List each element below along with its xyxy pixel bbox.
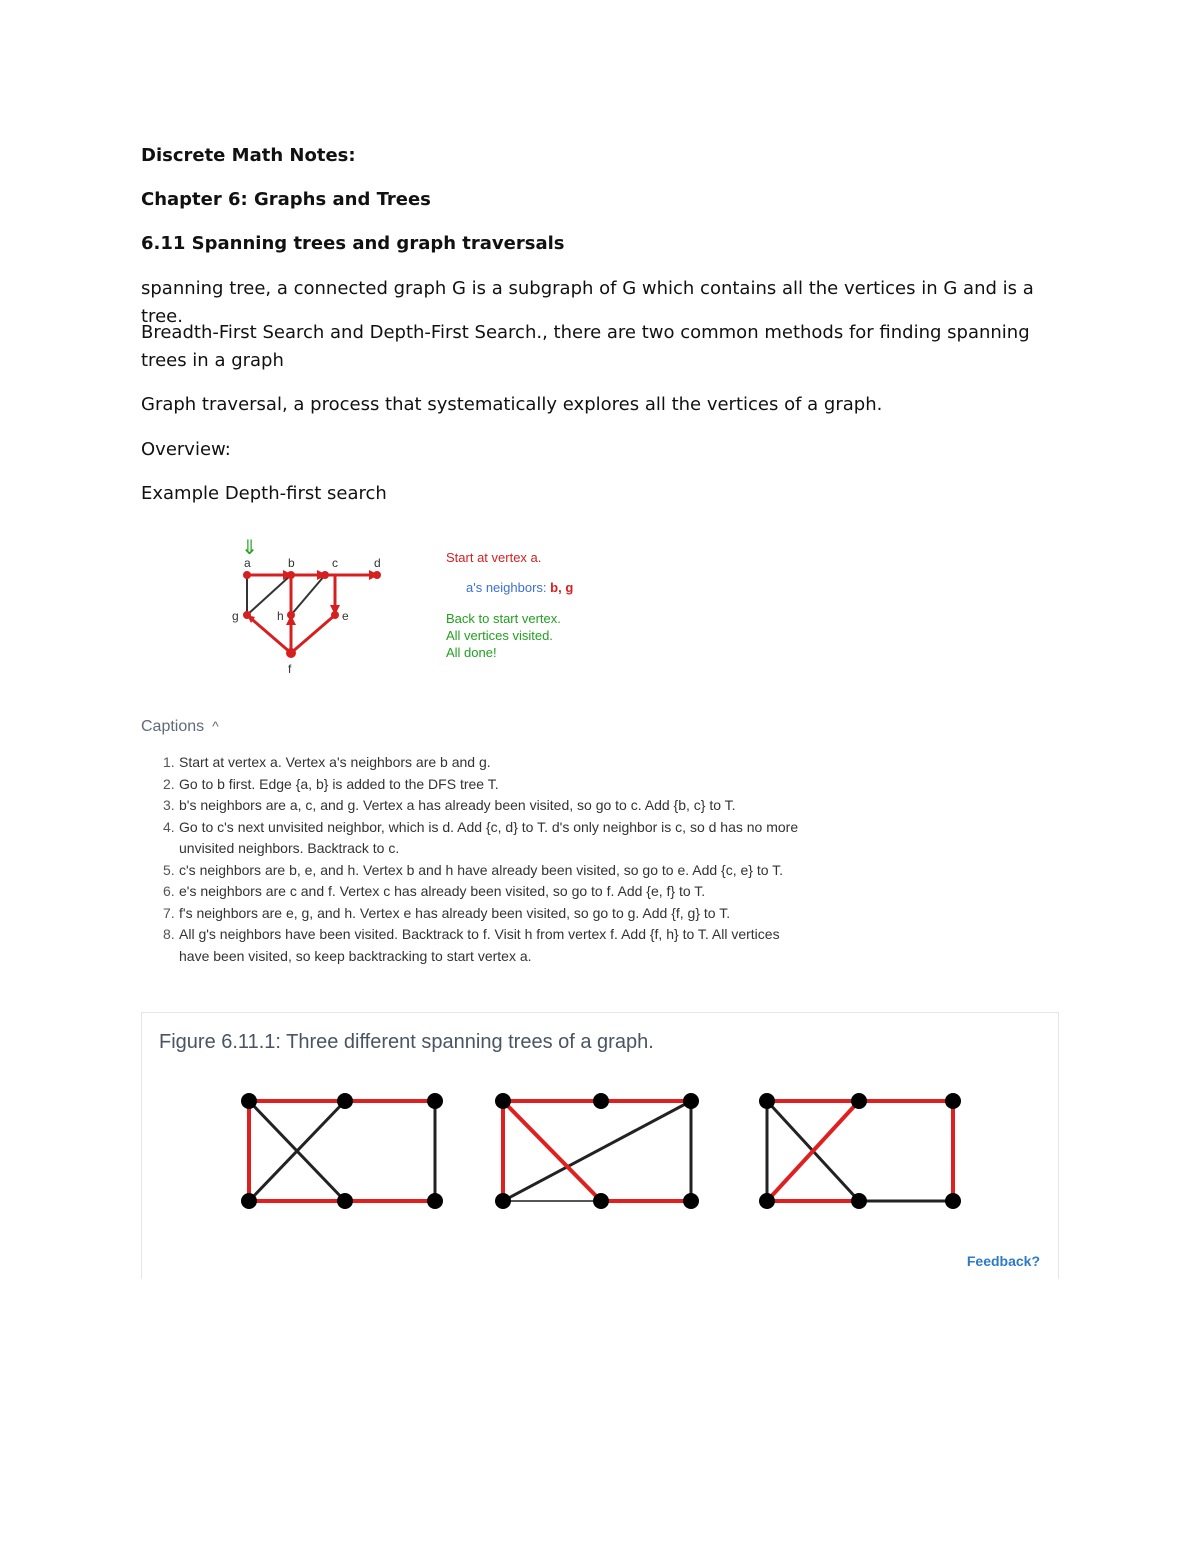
vertex: [683, 1193, 699, 1209]
caption-number: 2.: [163, 775, 175, 792]
vertex-e: [331, 611, 339, 619]
caption-text: Go to b first. Edge {a, b} is added to the DFS tree T.: [179, 775, 499, 792]
definition-graph-traversal: Graph traversal, a process that systematically explores all the vertices of a graph.: [141, 394, 883, 415]
caption-item: [141, 752, 811, 774]
vertex-h: [287, 611, 295, 619]
edge-e-f: [291, 615, 335, 653]
edge-tree: [503, 1101, 601, 1201]
caption-text: Start at vertex a. Vertex a's neighbors are b and g.: [179, 754, 491, 770]
label-c: c: [332, 556, 338, 570]
spanning-tree-3: [759, 1093, 961, 1209]
caption-number: 1.: [163, 754, 175, 770]
vertex: [759, 1193, 775, 1209]
edge-c-h: [291, 575, 325, 615]
caption-text: Go to c's next unvisited neighbor, which is d. Add {c, d} to T. d's only neighbor is c, so d has no more unvisited neighbors. Backtrack to c.: [179, 818, 799, 856]
caption-text: f's neighbors are e, g, and h. Vertex e has already been visited, so go to g. Add {f, g} to T.: [179, 904, 731, 921]
label-e: e: [342, 609, 349, 623]
vertex: [495, 1193, 511, 1209]
edge-other: [503, 1101, 691, 1201]
vertex: [427, 1093, 443, 1109]
anim-start-text: Start at vertex a.: [446, 550, 542, 565]
caption-item: [141, 774, 811, 796]
caption-item: [141, 860, 811, 882]
captions-toggle-label: Captions: [141, 718, 205, 735]
caption-number: 4.: [163, 818, 175, 835]
vertex: [337, 1093, 353, 1109]
caption-item: [141, 903, 811, 925]
label-g: g: [232, 609, 239, 623]
caption-text: e's neighbors are c and f. Vertex c has already been visited, so go to f. Add {e, f} to T.: [179, 883, 706, 899]
vertex: [337, 1193, 353, 1209]
label-a: a: [244, 556, 251, 570]
vertex-d: [373, 571, 381, 579]
start-arrow-icon: ⇓: [241, 535, 258, 559]
caption-item: [141, 924, 811, 967]
spanning-tree-2: [495, 1093, 699, 1209]
label-h: h: [277, 609, 284, 623]
edge-b-g: [247, 575, 291, 615]
caption-item: [141, 881, 811, 903]
caption-number: 6.: [163, 883, 175, 899]
spanning-tree-1: [241, 1093, 443, 1209]
feedback-link[interactable]: Feedback?: [966, 1253, 1040, 1269]
anim-neighbors-highlight: b, g: [550, 580, 574, 595]
vertex: [851, 1093, 867, 1109]
vertex: [427, 1193, 443, 1209]
caption-number: 5.: [163, 861, 175, 878]
anim-done-text: All done!: [446, 645, 497, 660]
vertex-f: [286, 648, 296, 658]
vertex: [241, 1193, 257, 1209]
caption-item: [141, 795, 811, 817]
vertex: [945, 1193, 961, 1209]
label-b: b: [288, 556, 295, 570]
doc-title: Discrete Math Notes:: [141, 145, 356, 166]
figure-box: [141, 1012, 1059, 1279]
caption-number: 7.: [163, 904, 175, 921]
vertex: [759, 1093, 775, 1109]
vertex: [593, 1093, 609, 1109]
definition-spanning-tree: spanning tree, a connected graph G is a subgraph of G which contains all the vertices in G and is a tree.: [141, 278, 1034, 327]
edge-f-g: [247, 615, 291, 653]
vertex-g: [243, 611, 251, 619]
vertex-b: [287, 571, 295, 579]
chapter-heading: Chapter 6: Graphs and Trees: [141, 189, 431, 210]
anim-neighbors-text: [466, 579, 573, 596]
label-f: f: [288, 662, 292, 675]
caption-number: 8.: [163, 926, 175, 942]
anim-visited-text: All vertices visited.: [446, 628, 553, 643]
vertex-a: [243, 571, 251, 579]
section-heading: 6.11 Spanning trees and graph traversals: [141, 233, 565, 254]
overview-label: Overview:: [141, 439, 231, 460]
example-label: Example Depth-first search: [141, 483, 387, 504]
chevron-up-icon: ^: [212, 718, 219, 734]
captions-list: [141, 752, 811, 967]
label-d: d: [374, 556, 381, 570]
dfs-graph: [225, 535, 405, 675]
caption-text: b's neighbors are a, c, and g. Vertex a has already been visited, so go to c. Add {b, c} to T.: [179, 797, 736, 813]
anim-neighbors-prefix: a's neighbors:: [466, 580, 551, 595]
vertex: [593, 1193, 609, 1209]
vertex: [851, 1193, 867, 1209]
vertex: [241, 1093, 257, 1109]
vertex: [495, 1093, 511, 1109]
vertex-c: [321, 571, 329, 579]
captions-toggle[interactable]: [141, 718, 219, 736]
figure-caption: Figure 6.11.1: Three different spanning trees of a graph.: [159, 1031, 654, 1053]
definition-bfs-dfs: Breadth-First Search and Depth-First Search., there are two common methods for finding spanning trees in a graph: [141, 322, 1030, 371]
caption-number: 3.: [163, 797, 175, 813]
vertex: [945, 1093, 961, 1109]
caption-text: All g's neighbors have been visited. Backtrack to f. Visit h from vertex f. Add {f, h} to T. All vertices have been visited, so keep backtracking to start vertex a.: [179, 926, 780, 964]
vertex: [683, 1093, 699, 1109]
spanning-trees-figure: [142, 1083, 1058, 1223]
caption-text: c's neighbors are b, e, and h. Vertex b and h have already been visited, so go to e. Add {c, e} to T.: [179, 861, 784, 878]
anim-back-text: Back to start vertex.: [446, 611, 561, 626]
caption-item: [141, 817, 811, 860]
